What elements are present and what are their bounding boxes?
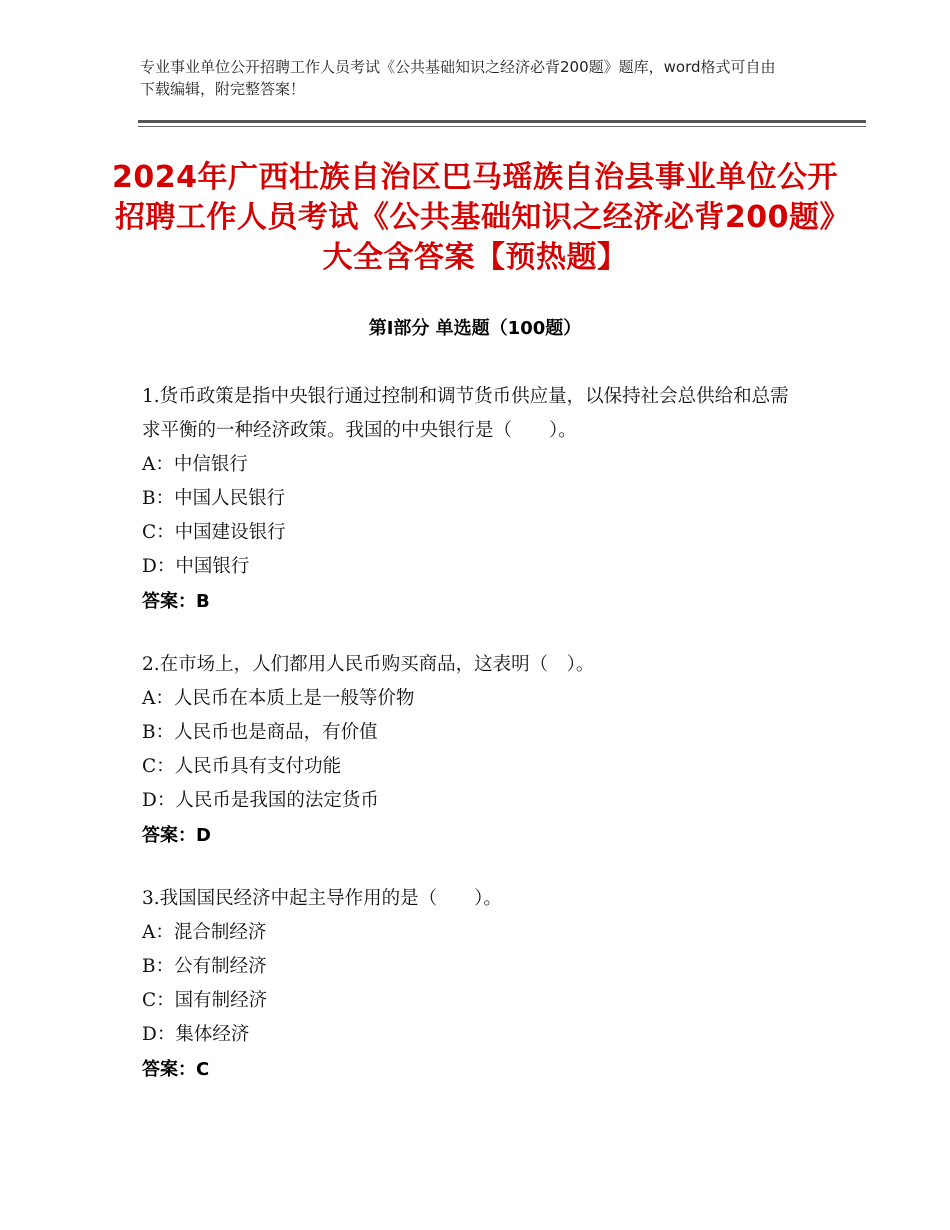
question-stem: 1.货币政策是指中央银行通过控制和调节货币供应量，以保持社会总供给和总需求平衡的一种经济政策。我国的中央银行是（ ）。 — [142, 386, 789, 441]
option-d: D：中国银行 — [142, 556, 250, 577]
option-d: D：人民币是我国的法定货币 — [142, 790, 379, 811]
question-list — [142, 380, 802, 1116]
option-b: B：中国人民银行 — [142, 488, 286, 509]
answer: 答案：B — [142, 591, 210, 612]
question-3 — [142, 882, 802, 1088]
answer: 答案：C — [142, 1059, 210, 1080]
question-stem: 2.在市场上，人们都用人民币购买商品，这表明（ ）。 — [142, 654, 595, 675]
question-1 — [142, 380, 802, 620]
header-divider-thin — [138, 126, 866, 127]
option-d: D：集体经济 — [142, 1024, 250, 1045]
answer: 答案：D — [142, 825, 211, 846]
document-title: 2024年广西壮族自治区巴马瑶族自治县事业单位公开招聘工作人员考试《公共基础知识之经济必背200题》大全含答案【预热题】 — [112, 160, 838, 275]
option-b: B：人民币也是商品，有价值 — [142, 722, 378, 743]
option-c: C：中国建设银行 — [142, 522, 286, 543]
header-divider-thick — [138, 120, 866, 123]
option-c: C：国有制经济 — [142, 990, 268, 1011]
header-note: 专业事业单位公开招聘工作人员考试《公共基础知识之经济必背200题》题库，word格式可自由下载编辑，附完整答案！ — [140, 58, 776, 98]
question-stem: 3.我国国民经济中起主导作用的是（ ）。 — [142, 888, 502, 909]
question-2 — [142, 648, 802, 854]
option-a: A：混合制经济 — [142, 922, 267, 943]
option-a: A：人民币在本质上是一般等价物 — [142, 688, 415, 709]
option-b: B：公有制经济 — [142, 956, 267, 977]
option-a: A：中信银行 — [142, 454, 248, 475]
section-title: 第Ⅰ部分 单选题（100题） — [368, 318, 582, 339]
option-c: C：人民币具有支付功能 — [142, 756, 342, 777]
